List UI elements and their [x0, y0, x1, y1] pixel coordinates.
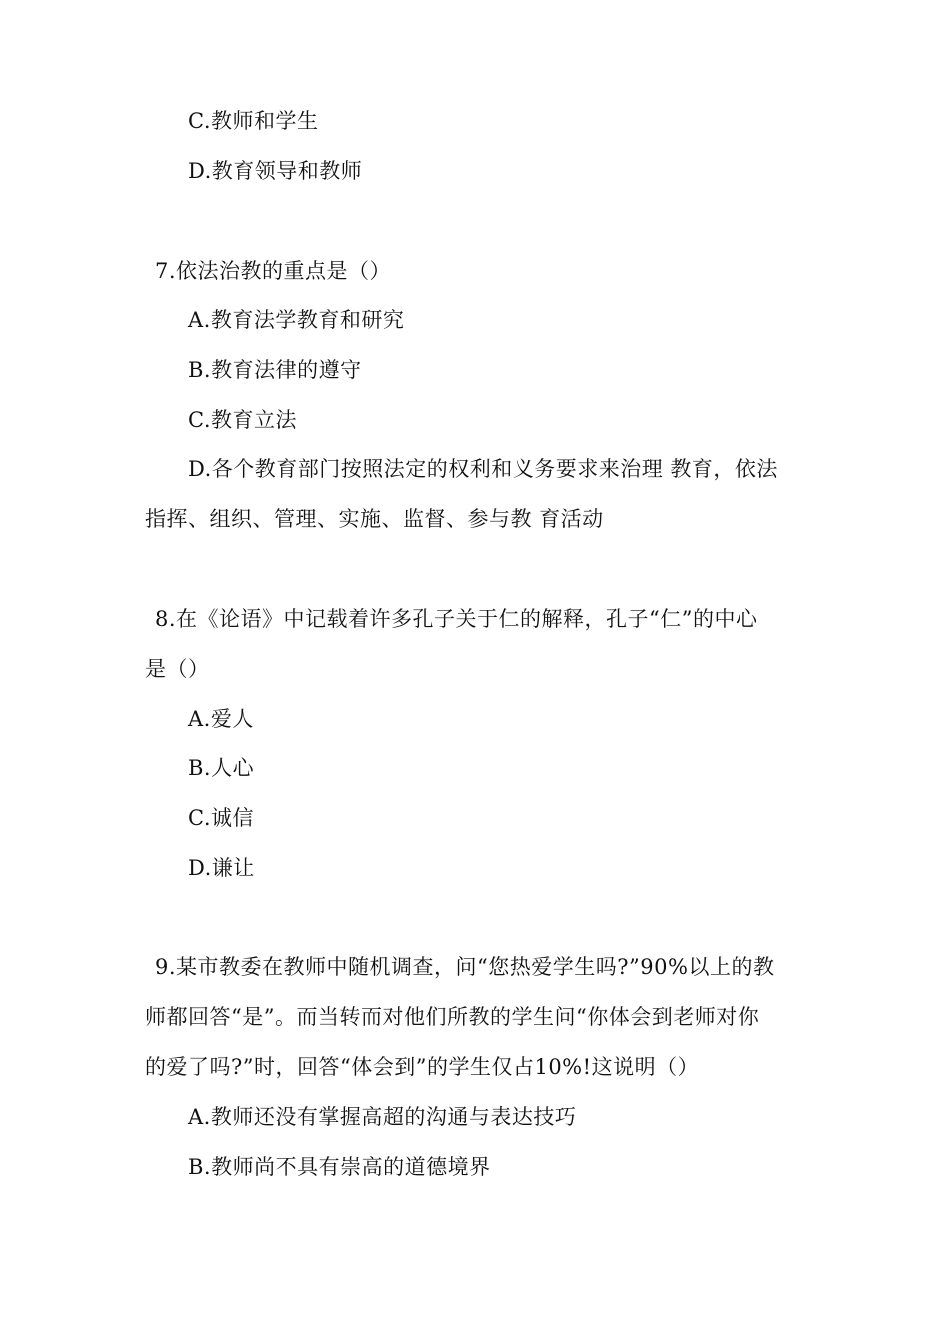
q6-option-c: C.教师和学生: [188, 109, 319, 133]
q9-question-line1: 9.某市教委在教师中随机调查，问“您热爱学生吗?”90%以上的教: [155, 955, 775, 979]
q7-option-d-line2: 指挥、组织、管理、实施、监督、参与教 育活动: [145, 507, 604, 531]
q7-option-b: B.教育法律的遵守: [188, 358, 362, 382]
q7-option-c: C.教育立法: [188, 408, 297, 432]
q7-question: 7.依法治教的重点是（）: [155, 259, 392, 283]
q8-question-line2: 是（）: [145, 657, 210, 681]
q8-question-line1: 8.在《论语》中记载着许多孔子关于仁的解释，孔子“仁”的中心: [155, 607, 758, 631]
q7-option-a: A.教育法学教育和研究: [188, 308, 405, 332]
q9-question-line2: 师都回答“是”。而当转而对他们所教的学生问“你体会到老师对你: [145, 1005, 760, 1029]
q6-option-d: D.教育领导和教师: [188, 159, 363, 183]
q8-option-b: B.人心: [188, 756, 255, 780]
q8-option-c: C.诚信: [188, 806, 254, 830]
q8-option-d: D.谦让: [188, 856, 255, 880]
q9-question-line3: 的爱了吗?”时，回答“体会到”的学生仅占10%!这说明（）: [145, 1055, 700, 1079]
q8-option-a: A.爱人: [188, 707, 254, 731]
q7-option-d-line1: D.各个教育部门按照法定的权利和义务要求来治理 教育，依法: [188, 457, 778, 481]
q9-option-b: B.教师尚不具有崇高的道德境界: [188, 1155, 491, 1179]
q9-option-a: A.教师还没有掌握高超的沟通与表达技巧: [188, 1105, 577, 1129]
